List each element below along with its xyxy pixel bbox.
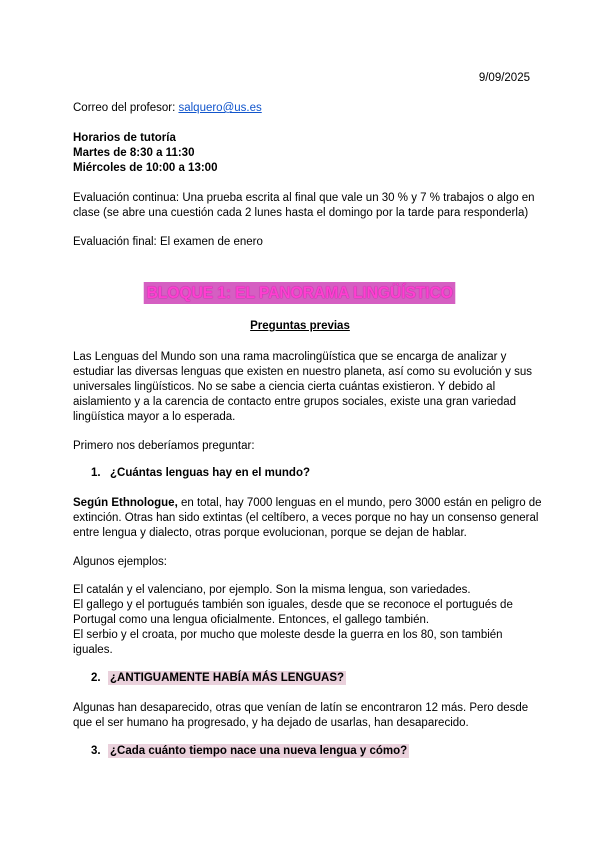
question-text: ¿ANTIGUAMENTE HABÍA MÁS LENGUAS? (110, 672, 345, 684)
intro-line-2: estudiar las diversas lenguas que existen en nuestro planeta, así como su evolución y sus (73, 366, 532, 378)
intro-question-lead: Primero nos deberíamos preguntar: (73, 440, 255, 452)
continuous-evaluation-line-2: clase (se abre una cuestión cada 2 lunes hasta el domingo por la tarde para responderla) (73, 207, 529, 219)
question-text: ¿Cada cuánto tiempo nace una nueva lengua y cómo? (110, 745, 408, 757)
document-date: 9/09/2025 (478, 72, 530, 84)
answer-1-source: Según Ethnologue, (73, 497, 178, 509)
question-number: 2. (91, 672, 101, 684)
answer-2-line-2: que el ser humano ha progresado, y ha dejado de usarlas, han desaparecido. (73, 717, 469, 729)
answer-1-line-1 (73, 497, 542, 509)
answer-1-line-2: extinción. Otras han sido extintas (el celtíbero, a veces porque no hay un consenso general (73, 512, 539, 524)
tutoring-wednesday: Miércoles de 10:00 a 13:00 (73, 162, 218, 174)
answer-2-line-1: Algunas han desaparecido, otras que venían de latín se encontraron 12 más. Pero desde (73, 702, 529, 714)
tutoring-title: Horarios de tutoría (73, 132, 176, 144)
example-line-1: El catalán y el valenciano, por ejemplo. Son la misma lengua, son variedades. (73, 584, 471, 596)
email-label: Correo del profesor: (73, 102, 179, 114)
question-3 (91, 745, 409, 757)
intro-line-4: aislamiento y a la carencia de contacto entre grupos sociales, existe una gran variedad (73, 396, 517, 408)
question-text: ¿Cuántas lenguas hay en el mundo? (110, 467, 311, 479)
final-evaluation: Evaluación final: El examen de enero (73, 236, 263, 248)
question-1 (91, 467, 312, 479)
block-title: BLOQUE 1: EL PANORAMA LINGÜÍSTICO (144, 282, 456, 304)
example-line-2: El gallego y el portugués también son iguales, desde que se reconoce el portugués de (73, 599, 513, 611)
section-title: Preguntas previas (250, 320, 350, 332)
example-line-5: iguales. (73, 644, 113, 656)
intro-line-3: universales lingüísticos. No se sabe a ciencia cierta cuántas existieron. Y debido al (73, 381, 496, 393)
question-number: 1. (91, 467, 101, 479)
answer-1-text: en total, hay 7000 lenguas en el mundo, pero 3000 están en peligro de (177, 497, 542, 509)
professor-email-line (73, 102, 262, 114)
answer-1-line-3: entre lengua y dialecto, otras porque evolucionan, porque se dejan de hablar. (73, 527, 467, 539)
question-number: 3. (91, 745, 101, 757)
example-line-4: El serbio y el croata, por mucho que moleste desde la guerra en los 80, son también (73, 629, 503, 641)
block-title-banner (0, 282, 600, 304)
professor-email-link[interactable]: salquero@us.es (178, 102, 262, 114)
examples-title: Algunos ejemplos: (73, 556, 167, 568)
tutoring-tuesday: Martes de 8:30 a 11:30 (73, 147, 195, 159)
question-2 (91, 672, 346, 684)
intro-line-5: lingüística mayor a lo esperada. (73, 411, 236, 423)
continuous-evaluation-line-1: Evaluación continua: Una prueba escrita al final que vale un 30 % y 7 % trabajos o algo en (73, 192, 535, 204)
intro-line-1: Las Lenguas del Mundo son una rama macrolingüística que se encarga de analizar y (73, 351, 507, 363)
example-line-3: Portugal como una lengua oficialmente. Entonces, el gallego también. (73, 614, 430, 626)
